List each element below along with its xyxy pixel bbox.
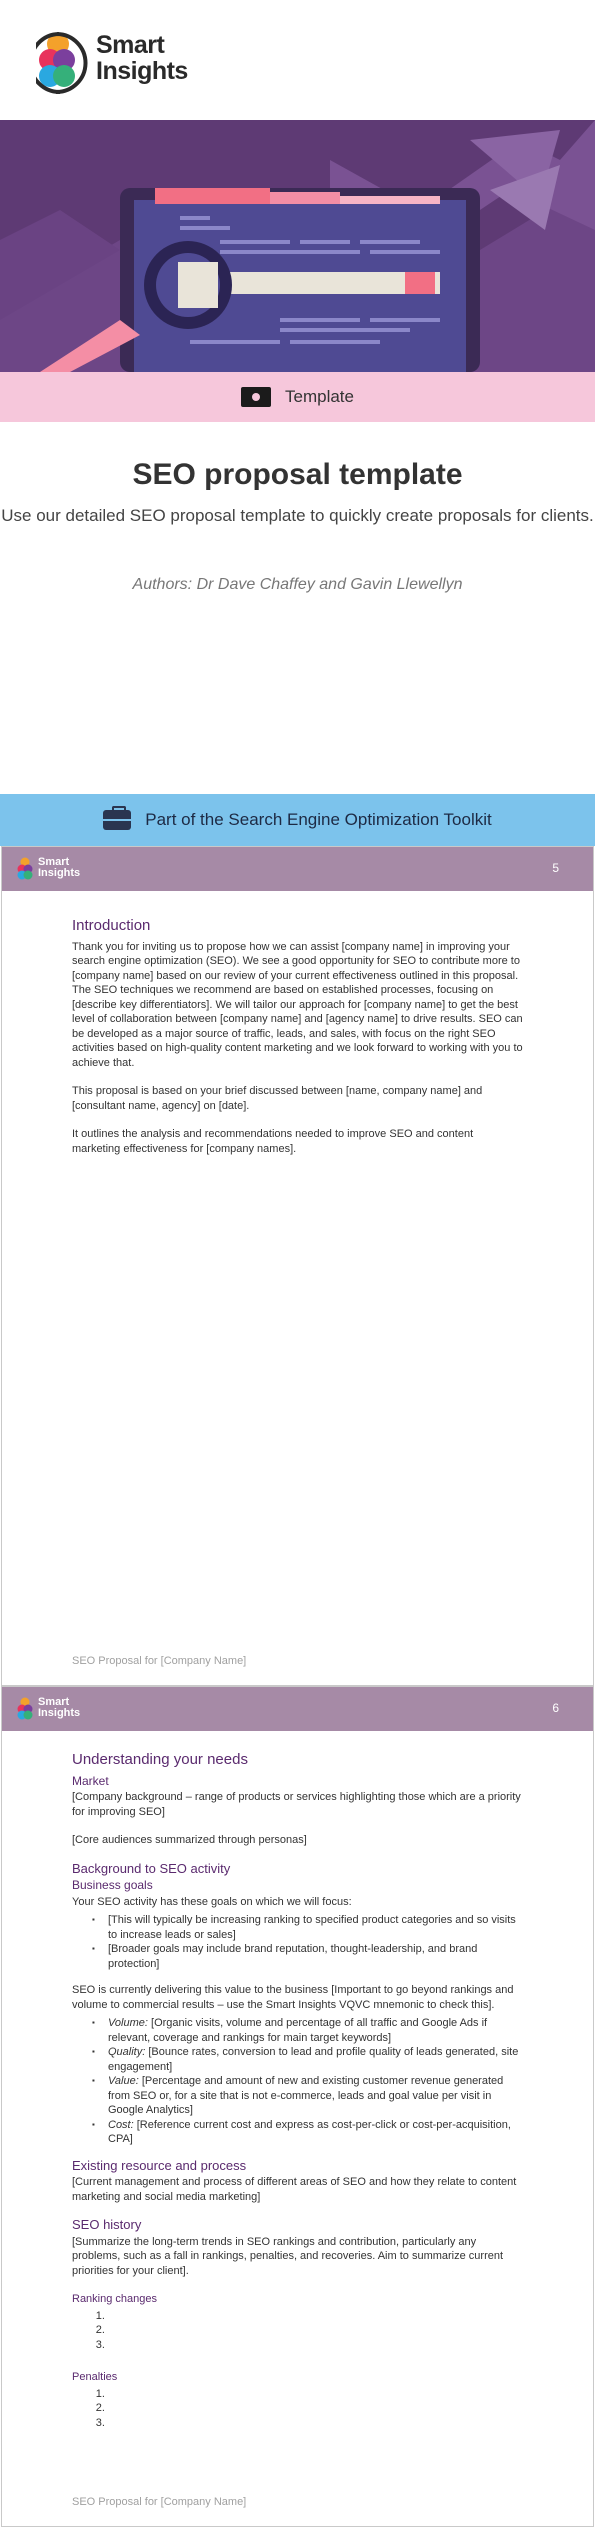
market-paragraph-1: [Company background – range of products or services highlighting those which are a priority for improving SEO] (72, 1791, 521, 1818)
document-page-5 (1, 846, 594, 1686)
smart-insights-logo[interactable] (36, 30, 188, 94)
subheading-ranking-changes: Ranking changes (72, 2293, 158, 2305)
list-item (108, 2416, 523, 2431)
market-paragraph-2: [Core audiences summarized through personas] (72, 1834, 307, 1846)
list-item (108, 2045, 523, 2074)
mini-logo-wordmark (38, 857, 80, 879)
list-item (108, 2338, 523, 2353)
history-paragraph: [Summarize the long-term trends in SEO rankings and contribution, particularly any problems, such as a fall in rankings, penalties, and recoveries. Aim to summarize current priorities for your client]. (72, 2235, 504, 2277)
list-item (108, 2016, 523, 2045)
page-footer: SEO Proposal for [Company Name] (72, 1655, 247, 1667)
subheading-market: Market (72, 1773, 109, 1788)
document-page-6 (1, 1686, 594, 2527)
vqvc-text: [Organic visits, volume and percentage of all traffic and Google Ads if relevant, coverage and rankings for main target keywords] (108, 2017, 488, 2044)
cover-section (0, 422, 595, 794)
list-item (108, 2387, 523, 2402)
vqvc-term: Value: (108, 2075, 139, 2087)
vqvc-term: Volume: (108, 2017, 148, 2029)
intro-paragraph-3: It outlines the analysis and recommendations needed to improve SEO and content marketing effectiveness for [company names]. (72, 1128, 474, 1155)
template-banner (0, 372, 595, 422)
vqvc-text: [Bounce rates, conversion to lead and profile quality of leads generated, site engagement] (108, 2046, 519, 2073)
page-subtitle: Use our detailed SEO proposal template to quickly create proposals for clients. (1, 506, 594, 525)
list-item: ▪ [This will typically be increasing ranking to specified product categories and so visits to increase leads or sales] (108, 1913, 523, 1942)
goals-intro: Your SEO activity has these goals on which we will focus: (72, 1895, 352, 1908)
page-footer: SEO Proposal for [Company Name] (72, 2496, 247, 2508)
resource-paragraph: [Current management and process of different areas of SEO and how they relate to content marketing and social media marketing] (72, 2176, 517, 2203)
logo-wordmark (96, 32, 188, 84)
logo-word-insights: Insights (96, 57, 188, 85)
toolbox-icon (103, 810, 131, 830)
page-title: SEO proposal template (132, 458, 463, 491)
list-item: ▪ [Broader goals may include brand reputation, thought-leadership, and brand protection] (108, 1942, 523, 1971)
toolkit-label[interactable]: Part of the Search Engine Optimization Toolkit (145, 810, 492, 829)
seo-laptop-magnifier-illustration (0, 120, 595, 372)
mini-logo-word-insights: Insights (38, 1707, 81, 1719)
subheading-business-goals: Business goals (72, 1878, 153, 1892)
list-item (108, 2401, 523, 2416)
subheading-background-seo: Background to SEO activity (72, 1860, 231, 1876)
logo-bar (0, 0, 595, 120)
section-heading-introduction: Introduction (72, 917, 151, 934)
list-item (108, 2323, 523, 2338)
hero-illustration (0, 120, 595, 372)
page-header (2, 847, 593, 891)
page-number: 6 (552, 1701, 559, 1715)
page-header-logo (16, 1696, 86, 1722)
vqvc-term: Quality: (108, 2046, 146, 2058)
intro-paragraph-1: Thank you for inviting us to propose how we can assist [company name] in improving your search engine optimization (SEO). We see a good opportunity for SEO to contribute more to [company name] based on our review of your current effectiveness outlined in this proposal. The SEO techniques we recommend are based on established processes, focusing on [describe key differentiators]. We will tailor our approach for [company name] to get the best level of collaboration between [company name] and [agency name] to drive results. SEO can be developed as a major source of traffic, leads, and sales, with focus on the right SEO activities based on high-quality content marketing and we look forward to working with you to achieve that. (72, 940, 523, 1069)
page-body (2, 1731, 593, 2430)
authors-line: Authors: Dr Dave Chaffey and Gavin Llewellyn (132, 576, 463, 593)
intro-paragraph-2: This proposal is based on your brief discussed between [name, company name] and [consultant name, agency] on [date]. (72, 1085, 483, 1112)
ranking-changes-list (108, 2309, 523, 2353)
toolkit-banner[interactable] (0, 794, 595, 846)
vqvc-list (108, 2016, 523, 2147)
vqvc-text: [Percentage and amount of new and existing customer revenue generated from SEO or, for a site that is not e-commerce, leads and goal value per visit in Google Analytics] (108, 2075, 504, 2116)
section-heading-understanding-needs: Understanding your needs (72, 1751, 248, 1768)
page-body (2, 891, 593, 1156)
vqvc-text: [Reference current cost and express as cost-per-click or cost-per-acquisition, CPA] (108, 2118, 511, 2145)
mini-logo-wordmark (38, 1697, 80, 1719)
mini-logo-mark-icon (16, 1696, 36, 1722)
subheading-seo-history: SEO history (72, 2217, 142, 2232)
subheading-penalties: Penalties (72, 2371, 118, 2383)
goals-list (108, 1913, 523, 1971)
vqvc-intro: SEO is currently delivering this value to the business [Important to go beyond rankings and volume to commercial results – use the Smart Insights VQVC mnemonic to check this]. (72, 1984, 514, 2011)
list-item (108, 2074, 523, 2118)
penalties-list (108, 2387, 523, 2431)
template-icon (241, 387, 271, 407)
mini-logo-word-smart: Smart (38, 1696, 70, 1708)
page-header-logo (16, 856, 86, 882)
mini-logo-mark-icon (16, 856, 36, 882)
subheading-existing-resource: Existing resource and process (72, 2157, 247, 2173)
mini-logo-word-insights: Insights (38, 867, 81, 879)
page-header (2, 1687, 593, 1731)
logo-word-smart: Smart (96, 31, 165, 59)
vqvc-term: Cost: (108, 2118, 134, 2131)
list-item (108, 2118, 523, 2147)
mini-logo-word-smart: Smart (38, 856, 70, 868)
page-number: 5 (552, 861, 559, 875)
template-label: Template (285, 387, 354, 406)
logo-mark-icon (36, 30, 92, 94)
list-item (108, 2309, 523, 2324)
